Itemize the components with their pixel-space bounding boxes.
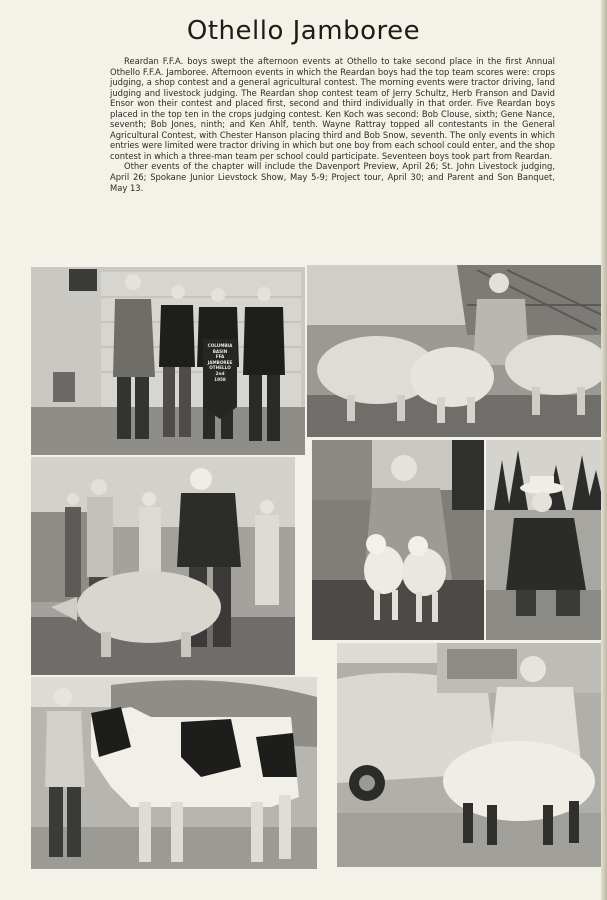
banner-line-7: 1958 <box>214 376 226 382</box>
banner-line-6: 2nd <box>215 370 225 376</box>
photo-group-with-banner <box>31 267 305 455</box>
banner-line-4: JAMBOREE <box>207 359 233 365</box>
photo-men-with-pig <box>31 457 295 675</box>
article-paragraph-2: Other events of the chapter will include the Davenport Preview, April 26; St. John Livestock judging, April 26; Spokane Junior Lievstock Show, May 5-9; Project tour, April 30; and Parent and Son Banquet, May 13. <box>110 161 555 193</box>
banner-line-5: OTHELLO <box>209 365 231 371</box>
photo-boy-with-pigs <box>307 265 605 437</box>
banner-text <box>201 343 239 382</box>
photo-boy-in-hat-kneeling <box>486 440 605 640</box>
photo-man-with-cow <box>31 677 317 869</box>
page-binding-edge <box>601 0 607 900</box>
photo-boy-with-lambs <box>312 440 484 640</box>
banner-line-2: BASIN <box>212 348 228 354</box>
article-body <box>110 56 555 193</box>
photo-boy-with-sheep <box>337 643 605 867</box>
banner-line-3: FFA <box>215 354 225 360</box>
article-paragraph-1: Reardan F.F.A. boys swept the afternoon events at Othello to take second place in the first Annual Othello F.F.A. Jamboree. Afternoon events in which the Reardan boys had the top team scores were: crops judging, a shop contest and a general agricultural contest. The morning events were tractor driving, land judging and livestock judging. The Reardan shop contest team of Jerry Schultz, Herb Franson and David Ensor won their contest and placed first, second and third individually in that order. Five Reardan boys placed in the top ten in the crops judging contest. Ken Koch was second: Bob Clouse, sixth; Gene Nance, seventh; Bob Jones, ninth; and Ken Ahlf, tenth. Wayne Rattray topped all contestants in the General Agricultural Contest, with Chester Hanson placing third and Bob Snow, seventh. The only events in which entries were limited were tractor driving in which but one boy from each school could enter, and the shop contest in which a three-man team per school could participate. Seventeen boys took part from Reardan. <box>110 56 555 161</box>
banner-line-1: COLUMBIA <box>207 343 233 348</box>
page-title: Othello Jamboree <box>186 16 421 46</box>
